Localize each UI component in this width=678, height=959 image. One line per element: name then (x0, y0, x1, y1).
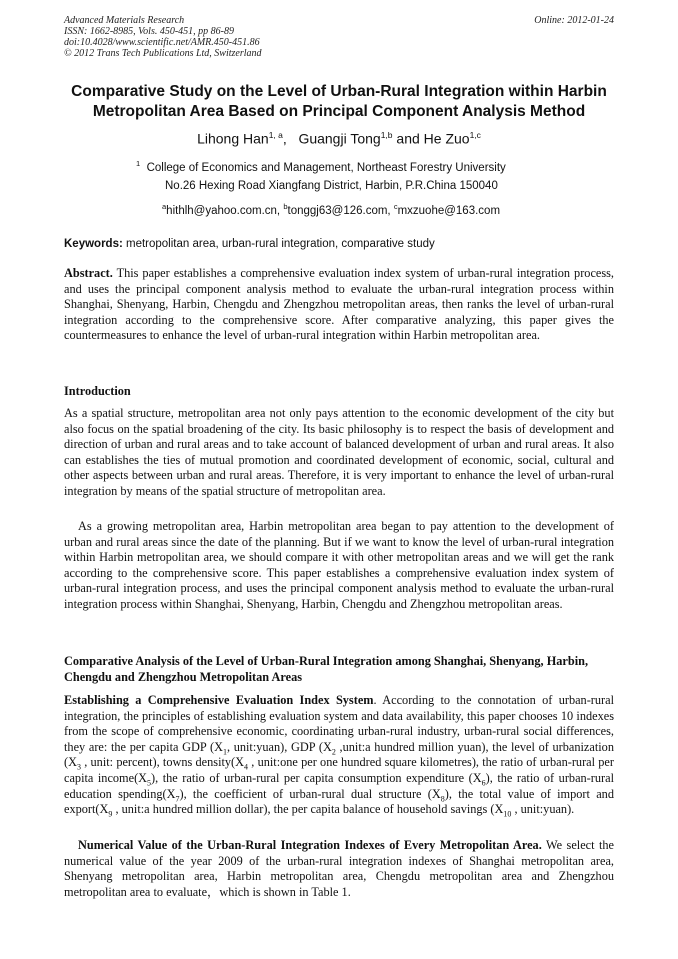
keywords (64, 238, 435, 250)
author-superscript: 1,c (469, 130, 481, 140)
subscript: 8 (440, 794, 445, 804)
introduction-paragraph-1: As a spatial structure, metropolitan area not only pays attention to the economic development of the city but also focus on the spatial broadening of the city. Its basic philosophy is to respect the basis of development and direction of urban and rural areas and to take account of balanced development of urban and rural areas. It also can establishes the ties of mutual promotion and coordinated development of economic, social, cultural and other aspects between urban and rural areas. Therefore, it is very important to enhance the level of urban-rural integration by means of the spatial structure of metropolitan area. (64, 406, 614, 498)
online-date: Online: 2012-01-24 (534, 15, 614, 26)
paragraph-text: , unit:a hundred million dollar), the per capita balance of household savings (X (112, 802, 504, 817)
abstract-text: This paper establishes a comprehensive evaluation index system of urban-rural integration process, and uses the principal component analysis method to evaluate the urban-rural integration process within Shanghai, Shenyang, Harbin, Chengdu and Zhengzhou metropolitan areas, then ranks the level of urban-rural integration according to the comprehensive score. After comparative analyzing, this paper gives the countermeasures to enhance the level of urban-rural integration within Harbin metropolitan area. (64, 266, 615, 343)
abstract-label: Abstract. (64, 266, 113, 280)
paragraph-text: . According to the connotation of urban-rural integration, the principles of establishing evaluation system and data availability, this paper chooses 10 indexes from the scope of comprehensive economic, coordinating urban-rural industry, urban-rural social differences, they are: the per capita GDP (X (64, 693, 615, 754)
subscript: 7 (175, 794, 180, 804)
issn-line: ISSN: 1662-8985, Vols. 450-451, pp 86-89 (64, 26, 234, 37)
author-name: Guangji Tong (298, 130, 381, 147)
affiliation-line-1 (136, 159, 506, 174)
author-name: He Zuo (423, 130, 470, 147)
subscript: 6 (481, 778, 486, 788)
affiliation-text: College of Economics and Management, Northeast Forestry University (146, 161, 506, 174)
keywords-text: metropolitan area, urban-rural integration, comparative study (126, 238, 435, 250)
paragraph-text: We select the numerical value of the year 2009 of the urban-rural integration indexes of Shanghai metropolitan area, Shenyang metropolitan area, Harbin metropolitan area, Chengdu metropolitan area and Zhengzhou metropolitan area to evaluate，which is shown in Table 1. (64, 838, 614, 899)
email-address: mxzuohe@163.com (397, 204, 501, 217)
paragraph-text: , unit:yuan). (511, 802, 575, 817)
paragraph-text: , unit: percent), towns density(X (80, 755, 245, 770)
author-separator: and (396, 130, 420, 147)
email-address: tonggj63@126.com, (287, 204, 391, 217)
email-address: hithlh@yahoo.com.cn, (166, 204, 281, 217)
evaluation-index-paragraph (64, 693, 614, 818)
affiliation-superscript: 1 (136, 159, 141, 168)
keywords-label: Keywords: (64, 238, 123, 250)
subsection-label: Establishing a Comprehensive Evaluation Index System (64, 693, 374, 707)
author-separator: , (282, 130, 287, 147)
paper-title: Comparative Study on the Level of Urban-Rural Integration within Harbin Metropolitan Area Based on Principal Component Analysis Method (71, 83, 607, 120)
paragraph-text: ), the ratio of urban-rural per capita consumption expenditure (X (151, 770, 482, 785)
journal-name: Advanced Materials Research (64, 15, 185, 26)
email-superscript: b (283, 202, 288, 211)
paragraph-text: As a growing metropolitan area, Harbin metropolitan area began to pay attention to the development of urban and rural areas since the date of the planning. But if we want to know the level of urban-rural integration within Harbin metropolitan area, we should compare it with other metropolitan areas and we will get the rank according to the comprehensive score. This paper establishes a comprehensive evaluation index system of urban-rural integration process, and uses the principal component analysis method to evaluate the urban-rural integration process within Shanghai, Shenyang, Harbin, Chengdu and Zhengzhou metropolitan areas. (64, 519, 614, 611)
subscript: 1 (222, 747, 227, 757)
author-superscript: 1,b (380, 130, 393, 140)
author-superscript: 1, a (268, 130, 283, 140)
subscript: 2 (331, 747, 336, 757)
affiliation-line-2: No.26 Hexing Road Xiangfang District, Harbin, P.R.China 150040 (165, 180, 498, 192)
subscript: 5 (147, 778, 152, 788)
introduction-paragraph-2 (64, 519, 614, 613)
email-superscript: c (393, 202, 398, 211)
copyright-line: © 2012 Trans Tech Publications Ltd, Switzerland (64, 48, 262, 59)
numerical-value-paragraph (64, 838, 614, 900)
abstract (64, 266, 614, 344)
paragraph-text: , unit:one per one hundred square kilometres), the ratio of urban-rural per capita income(X (64, 755, 614, 785)
paragraph-text: ), the ratio of urban-rural education spending(X (64, 770, 614, 801)
email-line (162, 202, 500, 217)
paragraph-text: ), the coefficient of urban-rural dual structure (X (179, 786, 441, 801)
introduction-heading: Introduction (64, 384, 131, 398)
email-superscript: a (162, 202, 167, 211)
section-heading: Comparative Analysis of the Level of Urban-Rural Integration among Shanghai, Shenyang, Harbin, Chengdu and Zhengzhou Metropolitan Areas (64, 654, 589, 684)
doi-line: doi:10.4028/www.scientific.net/AMR.450-451.86 (64, 37, 260, 48)
paragraph-text: ,unit:a hundred million yuan), the level of urbanization (X (64, 739, 614, 770)
subscript: 4 (244, 762, 249, 772)
author-list (0, 130, 678, 147)
paragraph-text: ), the total value of import and export(X (64, 786, 614, 817)
paragraph-text: , unit:yuan), GDP (X (226, 739, 332, 754)
subscript: 3 (76, 762, 81, 772)
subscript: 10 (503, 809, 512, 819)
subscript: 9 (108, 809, 113, 819)
subsection-label: Numerical Value of the Urban-Rural Integration Indexes of Every Metropolitan Area. (78, 838, 542, 852)
author-name: Lihong Han (197, 130, 269, 147)
